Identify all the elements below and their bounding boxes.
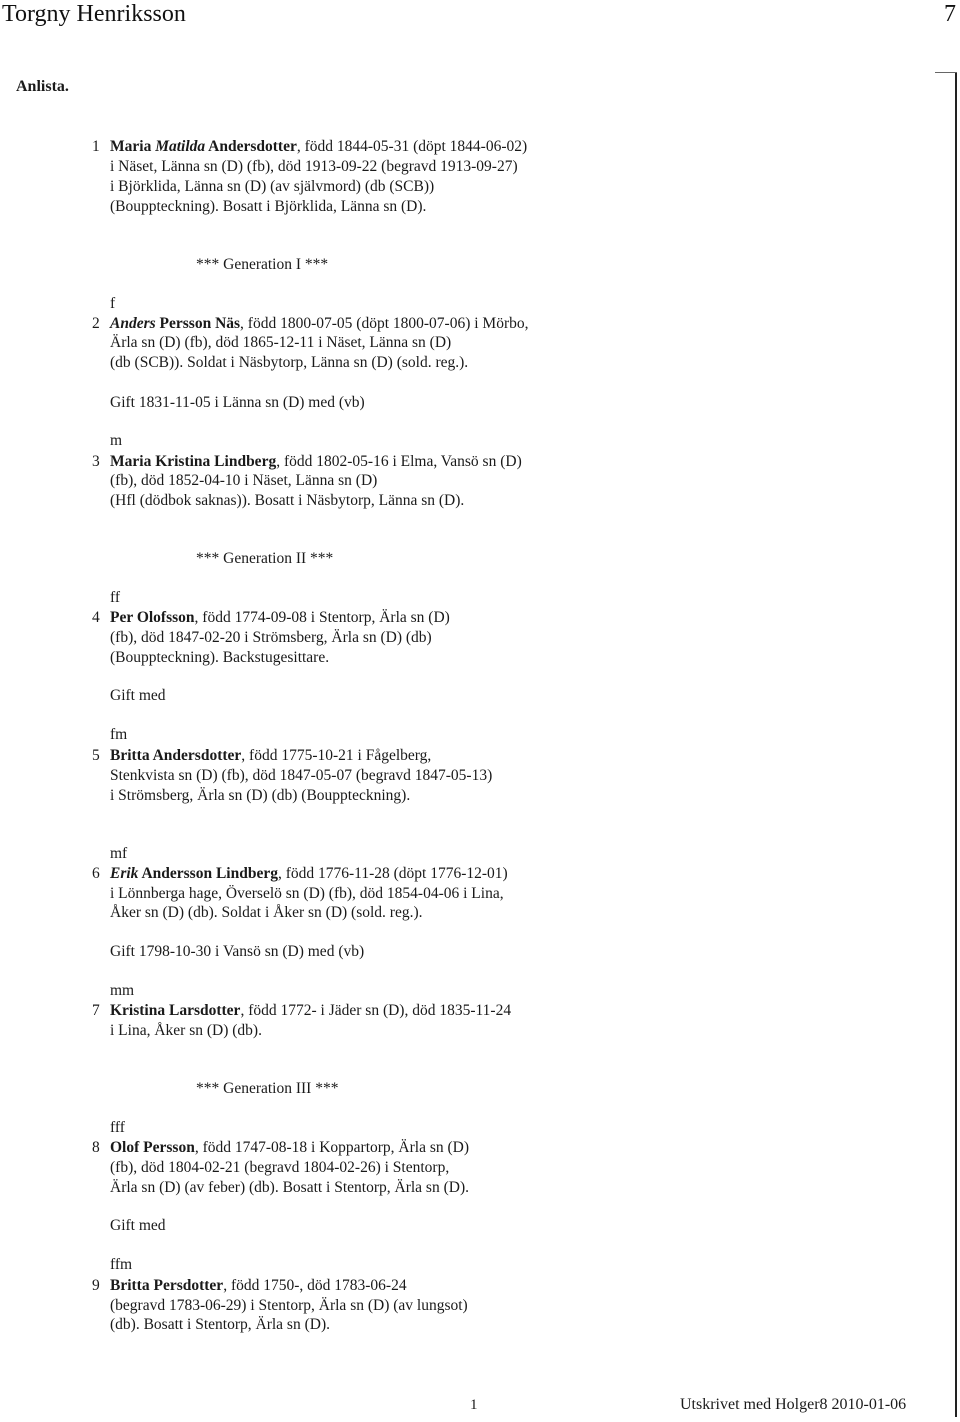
entry-line: Anders Persson Näs, född 1800-07-05 (döpt 1800-07-06) i Mörbo, [110,315,529,332]
entry-line: (fb), död 1847-02-20 i Strömsberg, Ärla sn (D) (db) [110,629,432,646]
entry-line: Britta Persdotter, född 1750-, död 1783-06-24 [110,1277,407,1294]
entry-line: Kristina Larsdotter, född 1772- i Jäder sn (D), död 1835-11-24 [110,1002,512,1019]
entry-number: 6 [92,865,100,882]
relation-label: ffm [110,1256,133,1273]
entry-number: 3 [92,453,100,470]
entry-number: 9 [92,1277,100,1294]
page-number: 7 [944,1,956,27]
entry-line: Olof Persson, född 1747-08-18 i Koppartorp, Ärla sn (D) [110,1139,470,1156]
generation-heading-1: *** Generation I *** [196,256,329,273]
entry-number: 8 [92,1139,100,1156]
footer-page-number: 1 [470,1397,478,1413]
entry-line: (fb), död 1852-04-10 i Näset, Länna sn (D) [110,472,378,489]
person-name: Erik Andersson Lindberg [110,865,278,882]
entry-line: (Bouppteckning). Backstugesittare. [110,649,330,666]
entry-line: (db (SCB)). Soldat i Näsbytorp, Länna sn (D) (sold. reg.). [110,354,469,371]
entry-line: i Björklida, Länna sn (D) (av självmord) (db (SCB)) [110,178,435,195]
relation-label: fm [110,726,128,743]
entry-line: Maria Matilda Andersdotter, född 1844-05-31 (döpt 1844-06-02) [110,138,528,155]
generation-heading-3: *** Generation III *** [196,1080,339,1097]
person-name: Maria Kristina Lindberg [110,453,277,470]
entry-line: (db). Bosatt i Stentorp, Ärla sn (D). [110,1316,330,1333]
person-name: Olof Persson [110,1139,195,1156]
entry-line: i Näset, Länna sn (D) (fb), död 1913-09-22 (begravd 1913-09-27) [110,158,518,175]
entry-line: Maria Kristina Lindberg, född 1802-05-16 i Elma, Vansö sn (D) [110,453,522,470]
relation-label: fff [110,1119,125,1136]
person-name: Kristina Larsdotter [110,1002,241,1019]
entry-line: (Hfl (dödbok saknas)). Bosatt i Näsbytorp, Länna sn (D). [110,492,465,509]
marriage-line: Gift 1831-11-05 i Länna sn (D) med (vb) [110,394,365,411]
relation-label: mf [110,845,128,862]
entry-line: Ärla sn (D) (fb), död 1865-12-11 i Näset, Länna sn (D) [110,334,452,351]
entry-line: Ärla sn (D) (av feber) (db). Bosatt i Stentorp, Ärla sn (D). [110,1179,469,1196]
relation-label: f [110,295,116,312]
generation-heading-2: *** Generation II *** [196,550,334,567]
entry-line: i Strömsberg, Ärla sn (D) (db) (Bouppteckning). [110,787,411,804]
entry-line: (Bouppteckning). Bosatt i Björklida, Länna sn (D). [110,198,427,215]
entry-number: 4 [92,609,100,626]
relation-label: mm [110,982,135,999]
entry-line: (begravd 1783-06-29) i Stentorp, Ärla sn (D) (av lungsot) [110,1297,468,1314]
footer-printed-with: Utskrivet med Holger8 2010-01-06 [680,1396,907,1413]
person-name: Anders Persson Näs [110,315,241,332]
relation-label: m [110,432,123,449]
marriage-line: Gift med [110,1217,166,1234]
entry-line: Åker sn (D) (db). Soldat i Åker sn (D) (sold. reg.). [110,904,423,921]
page-frame-right [955,72,957,1417]
entry-line: (fb), död 1804-02-21 (begravd 1804-02-26) i Stentorp, [110,1159,450,1176]
person-name: Per Olofsson [110,609,195,626]
relation-label: ff [110,589,121,606]
person-name: Britta Persdotter [110,1277,224,1294]
entry-line: Britta Andersdotter, född 1775-10-21 i Fågelberg, [110,747,432,764]
entry-line: Stenkvista sn (D) (fb), död 1847-05-07 (begravd 1847-05-13) [110,767,493,784]
entry-line: i Lönnberga hage, Överselö sn (D) (fb), död 1854-04-06 i Lina, [110,885,504,902]
document-heading: Anlista. [16,78,69,95]
marriage-line: Gift 1798-10-30 i Vansö sn (D) med (vb) [110,943,365,960]
entry-number: 5 [92,747,100,764]
entry-number: 2 [92,315,100,332]
marriage-line: Gift med [110,687,166,704]
entry-line: Per Olofsson, född 1774-09-08 i Stentorp, Ärla sn (D) [110,609,450,626]
entry-number: 7 [92,1002,100,1019]
entry-line: i Lina, Åker sn (D) (db). [110,1022,262,1039]
page-header-title: Torgny Henriksson [2,1,186,27]
entry-line: Erik Andersson Lindberg, född 1776-11-28 (döpt 1776-12-01) [110,865,508,882]
person-name: Maria Matilda Andersdotter [110,138,297,155]
entry-number: 1 [92,138,100,155]
person-name: Britta Andersdotter [110,747,242,764]
